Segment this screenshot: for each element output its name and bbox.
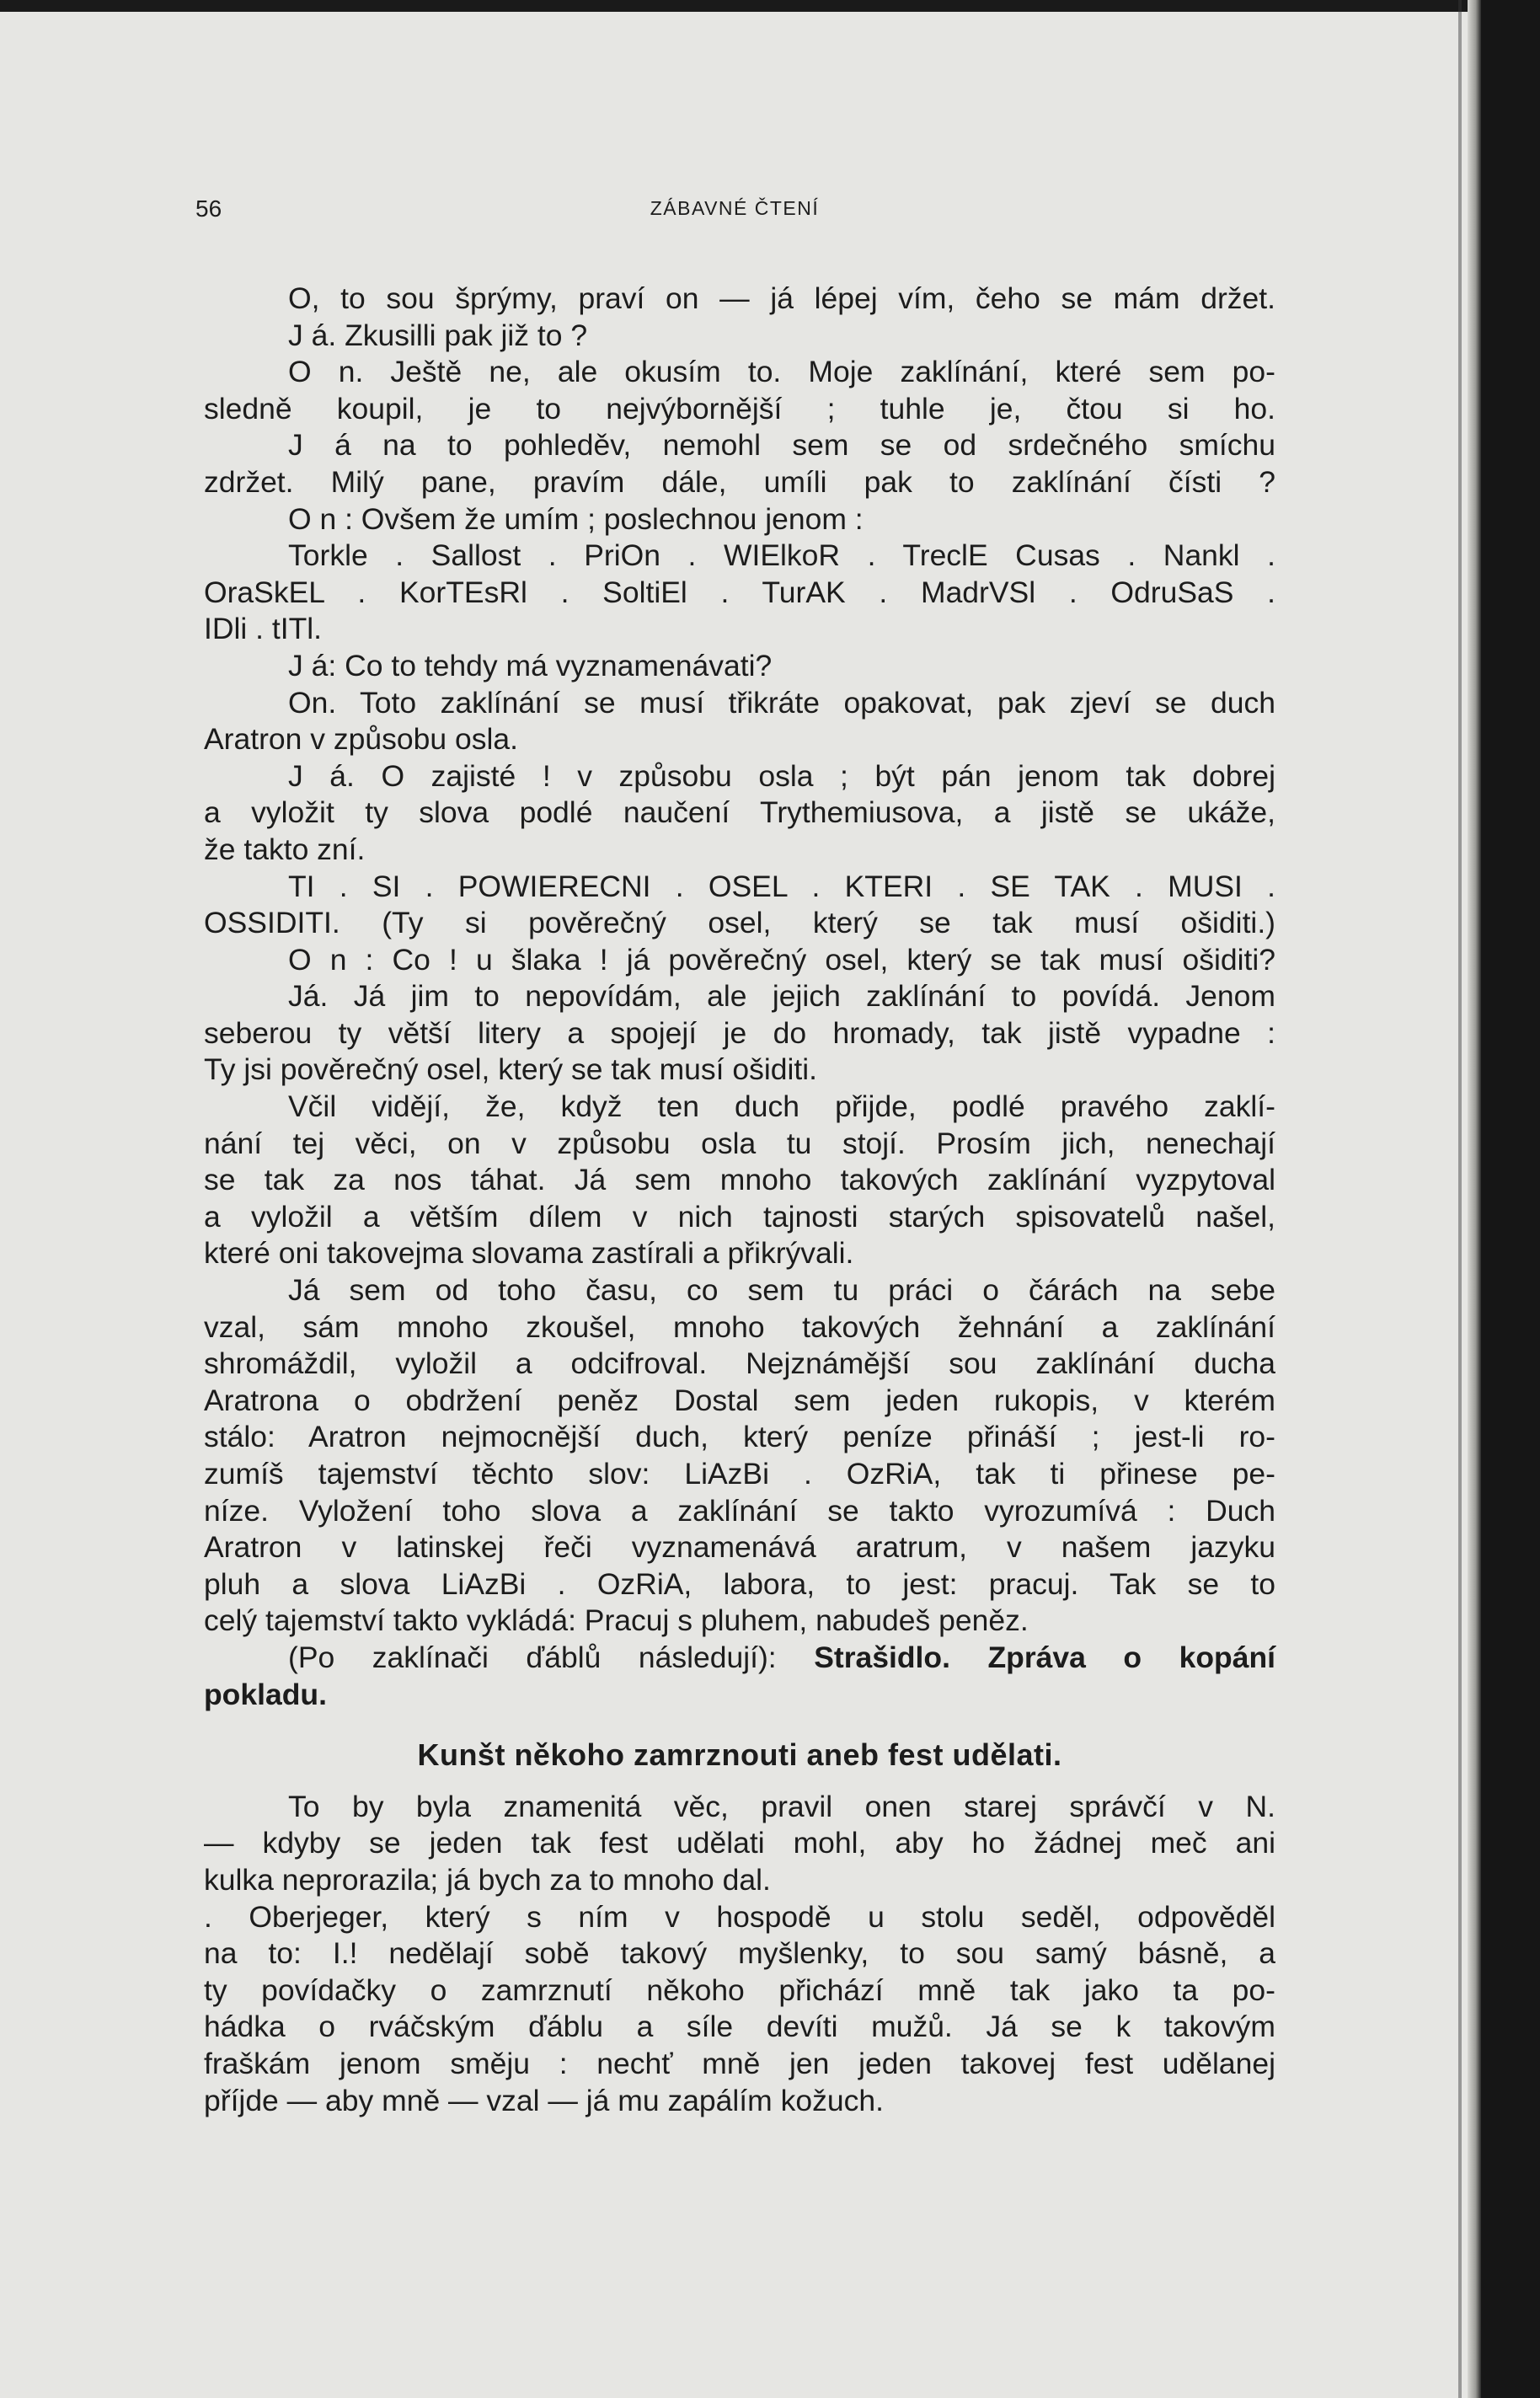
text-line: vzal, sám mnoho zkoušel, mnoho takových žehnání a zaklínání bbox=[204, 1309, 1275, 1344]
text-fragment: (Po zaklínači ďáblů následují): bbox=[288, 1640, 777, 1674]
text-line: Aratron v latinskej řeči vyznamenává aratrum, v našem jazyku bbox=[204, 1530, 1275, 1565]
text-line: celý tajemství takto vykládá: Pracuj s pluhem, nabudeš peněz. bbox=[204, 1603, 1029, 1638]
text-line: O n : Co ! u šlaka ! já pověrečný osel, který se tak musí ošiditi? bbox=[288, 942, 1275, 977]
text-line: shromáždil, vyložil a odcifroval. Nejznámější sou zaklínání ducha bbox=[204, 1346, 1275, 1381]
running-title: ZÁBAVNÉ ČTENÍ bbox=[650, 197, 820, 219]
bold-title-fragment: Strašidlo. Zpráva o kopání bbox=[814, 1640, 1276, 1674]
text-line: O, to sou šprýmy, praví on — já lépej vím, čeho se mám držet. bbox=[288, 281, 1275, 315]
text-line: OSSIDITI. (Ty si pověrečný osel, který se tak musí ošiditi.) bbox=[204, 906, 1275, 940]
text-line: J á. O zajisté ! v způsobu osla ; být pán jenom tak dobrej bbox=[288, 758, 1275, 793]
text-line: stálo: Aratron nejmocnější duch, který peníze přináší ; jest-li ro- bbox=[204, 1420, 1275, 1454]
text-line: Aratrona o obdržení peněz Dostal sem jeden rukopis, v kterém bbox=[204, 1383, 1275, 1417]
text-line: zdržet. Milý pane, pravím dále, umíli pak to zaklínání čísti ? bbox=[204, 464, 1275, 499]
text-line: Torkle . Sallost . PriOn . WIElkoR . TreclE Cusas . Nankl . bbox=[288, 538, 1275, 573]
text-line: které oni takovejma slovama zastírali a přikrývali. bbox=[204, 1236, 854, 1271]
text-line bbox=[204, 1640, 1275, 1677]
text-line: a vyložil a větším dílem v nich tajnosti starých spisovatelů našel, bbox=[204, 1199, 1275, 1234]
text-line: On. Toto zaklínání se musí třikráte opakovat, pak zjeví se duch bbox=[288, 685, 1275, 720]
text-line: To by byla znamenitá věc, pravil onen starej správčí v N. bbox=[288, 1789, 1275, 1823]
text-line: O n : Ovšem že umím ; poslechnou jenom : bbox=[288, 501, 864, 536]
text-line: příjde — aby mně — vzal — já mu zapálím kožuch. bbox=[204, 2083, 884, 2117]
text-line: seberou ty větší litery a spojejí je do hromady, tak jistě vypadne : bbox=[204, 1015, 1275, 1050]
text-line: nání tej věci, on v způsobu osla tu stojí. Prosím jich, nenechají bbox=[204, 1126, 1275, 1160]
text-line: kulka neprorazila; já bych za to mnoho dal. bbox=[204, 1862, 771, 1897]
section-heading: Kunšt někoho zamrznouti aneb fest udělati. bbox=[417, 1737, 1062, 1773]
text-line: . Oberjeger, který s ním v hospodě u stolu seděl, odpověděl bbox=[204, 1899, 1275, 1934]
text-line: J á na to pohleděv, nemohl sem se od srdečného smíchu bbox=[288, 428, 1275, 463]
text-line: Včil vidějí, že, když ten duch přijde, podlé pravého zaklí- bbox=[288, 1089, 1275, 1124]
text-line: Já. Já jim to nepovídám, ale jejich zaklínání to povídá. Jenom bbox=[288, 979, 1275, 1014]
text-line: O n. Ještě ne, ale okusím to. Moje zaklínání, které sem po- bbox=[288, 355, 1275, 389]
text-line: hádka o rváčským ďáblu a síle devíti mužů. Já se k takovým bbox=[204, 2010, 1275, 2044]
scan-right-edge bbox=[1481, 0, 1540, 2398]
text-line: Ty jsi pověrečný osel, který se tak musí ošiditi. bbox=[204, 1052, 818, 1087]
text-line: na to: I.! nedělají sobě takový myšlenky, to sou samý básně, a bbox=[204, 1936, 1275, 1971]
body-text bbox=[204, 281, 1275, 2119]
text-line: se tak za nos táhat. Já sem mnoho takových zaklínání vyzpytoval bbox=[204, 1163, 1275, 1197]
text-line: níze. Vyložení toho slova a zaklínání se takto vyrozumívá : Duch bbox=[204, 1493, 1275, 1528]
text-line: že takto zní. bbox=[204, 832, 366, 866]
text-line: IDli . tITl. bbox=[204, 612, 323, 646]
text-line: TI . SI . POWIERECNI . OSEL . KTERI . SE TAK . MUSI . bbox=[288, 869, 1275, 903]
text-line: zumíš tajemství těchto slov: LiAzBi . OzRiA, tak ti přinese pe- bbox=[204, 1457, 1275, 1491]
text-line: — kdyby se jeden tak fest udělati mohl, aby ho žádnej meč ani bbox=[204, 1826, 1275, 1860]
text-line: ty povídačky o zamrznutí někoho přichází mně tak jako ta po- bbox=[204, 1972, 1275, 2007]
text-line: fraškám jenom směju : nechť mně jen jeden takovej fest udělanej bbox=[204, 2046, 1275, 2080]
text-line: pluh a slova LiAzBi . OzRiA, labora, to jest: pracuj. Tak se to bbox=[204, 1566, 1275, 1601]
text-line: Aratron v způsobu osla. bbox=[204, 722, 518, 757]
text-line: sledně koupil, je to nejvýbornější ; tuhle je, čtou si ho. bbox=[204, 391, 1275, 426]
page-header bbox=[195, 195, 1274, 229]
text-line: OraSkEL . KorTEsRl . SoltiEl . TurAK . MadrVSl . OdruSaS . bbox=[204, 575, 1275, 609]
bold-title-end: pokladu. bbox=[204, 1677, 327, 1711]
scan-top-edge bbox=[0, 0, 1540, 12]
text-line: J á. Zkusilli pak již to ? bbox=[288, 318, 588, 352]
page-fold-edge bbox=[1468, 0, 1481, 2398]
text-line: J á: Co to tehdy má vyznamenávati? bbox=[288, 648, 773, 682]
page-spine-shadow bbox=[1458, 0, 1462, 2398]
text-line: Já sem od toho času, co sem tu práci o čárách na sebe bbox=[288, 1273, 1275, 1308]
text-line: a vyložit ty slova podlé naučení Trythemiusova, a jistě se ukáže, bbox=[204, 795, 1275, 830]
page-number: 56 bbox=[195, 195, 222, 222]
